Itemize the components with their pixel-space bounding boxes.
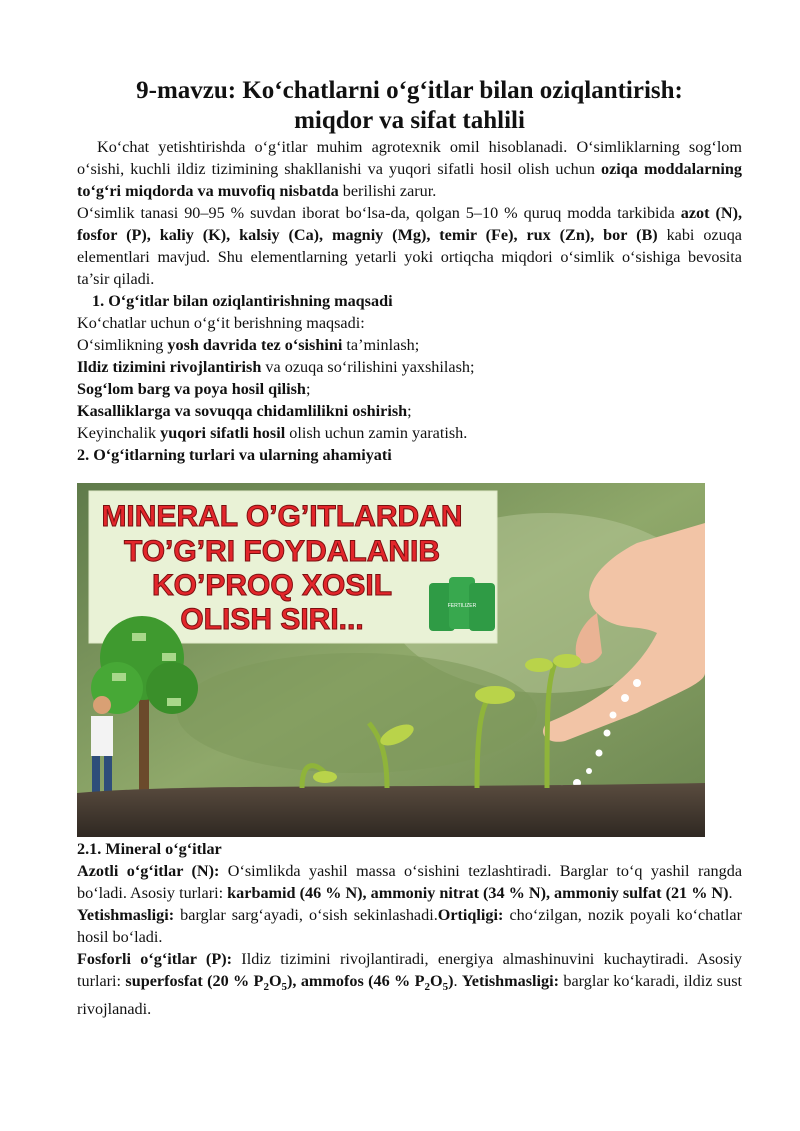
page-title [77,76,742,136]
banner-line-2: TO’G’RI FOYDALANIB [123,535,441,568]
section-2-1-heading: 2.1. Mineral o‘g‘itlar [77,840,222,858]
soil [77,783,705,837]
section-1-heading: 1. O‘g‘itlar bilan oziqlantirishning maqsadi [92,292,393,310]
banner-line-1: MINERAL O’G’ITLARDAN [101,500,463,533]
intro-p2-text: O‘simlik tanasi 90–95 % suvdan iborat bo‘lsa-da, qolgan 5–10 % quruq modda tarkibida [77,204,681,222]
nitrogen-effects-paragraph: Yetishmasligi: barglar sarg‘ayadi, o‘sish sekinlashadi.Ortiqligi: cho‘zilgan, nozik poyali ko‘chatlar hosil bo‘ladi. [77,906,742,946]
goal-item: Sog‘lom barg va poya hosil qilish; [77,380,311,398]
intro-paragraph-2 [77,202,742,290]
intro-paragraph-1 [77,136,742,202]
title-line-2: miqdor va sifat tahlili [294,107,525,134]
phosphorus-paragraph: Fosforli o‘g‘itlar (P): Ildiz tizimini rivojlantiradi, energiya almashinuvini kuchaytiradi. Asosiy turlari: superfosfat (20 % $P_2O_5$), ammofos (46 % $P_2O_5$). Yetishmasligi: barglar ko‘karadi, ildiz sust rivojlanadi. [77,950,742,1019]
intro-p1-text: Ko‘chat yetishtirishda o‘g‘itlar muhim agrotexnik omil hisoblanadi. O‘simliklarning sog‘lom o‘sishi, kuchli ildiz tizimining shakllanishi va yuqori sifatli hosil olish uchun [77,138,742,178]
intro-p2-end: kabi ozuqa elementlari mavjud. Shu elementlarning yetarli yoki ortiqcha miqdori o‘simlik o‘sishiga bevosita ta’sir qiladi. [77,226,742,288]
title-line-1: 9-mavzu: Ko‘chatlarni o‘g‘itlar bilan oziqlantirish: [136,77,683,104]
section-2-heading: 2. O‘g‘itlarning turlari va ularning ahamiyati [77,446,392,464]
document-page [77,76,742,1020]
fertilizer-bags-icon [429,577,495,631]
banner-line-3: KO’PROQ XOSIL [151,569,393,602]
bag-label: FERTILIZER [447,603,477,609]
fertilizer-illustration [77,483,705,837]
goal-item: Ildiz tizimini rivojlantirish va ozuqa so‘rilishini yaxshilash; [77,358,475,376]
goal-item: Keyinchalik yuqori sifatli hosil olish uchun zamin yaratish. [77,424,468,442]
nitrogen-paragraph: Azotli o‘g‘itlar (N): O‘simlikda yashil massa o‘sishini tezlashtiradi. Barglar to‘q yashil rangda bo‘ladi. Asosiy turlari: karbamid (46 % N), ammoniy nitrat (34 % N), ammoniy sulfat (21 % N). [77,862,742,902]
intro-p1-bold: oziqa moddalarning to‘g‘ri miqdorda va muvofiq nisbatda [77,160,742,200]
goal-item: Kasalliklarga va sovuqqa chidamlilikni oshirish; [77,402,412,420]
intro-p2-elements: azot (N), fosfor (P), kaliy (K), kalsiy (Ca), magniy (Mg), temir (Fe), rux (Zn), bor (B) [77,204,743,244]
banner-line-4: OLISH SIRI... [180,603,364,636]
section-1-lead: Ko‘chatlar uchun o‘g‘it berishning maqsadi: [77,314,365,332]
goal-item: O‘simlikning yosh davrida tez o‘sishini ta’minlash; [77,336,420,354]
intro-p1-end: berilishi zarur. [338,182,437,200]
fertilizer-image [77,483,705,837]
